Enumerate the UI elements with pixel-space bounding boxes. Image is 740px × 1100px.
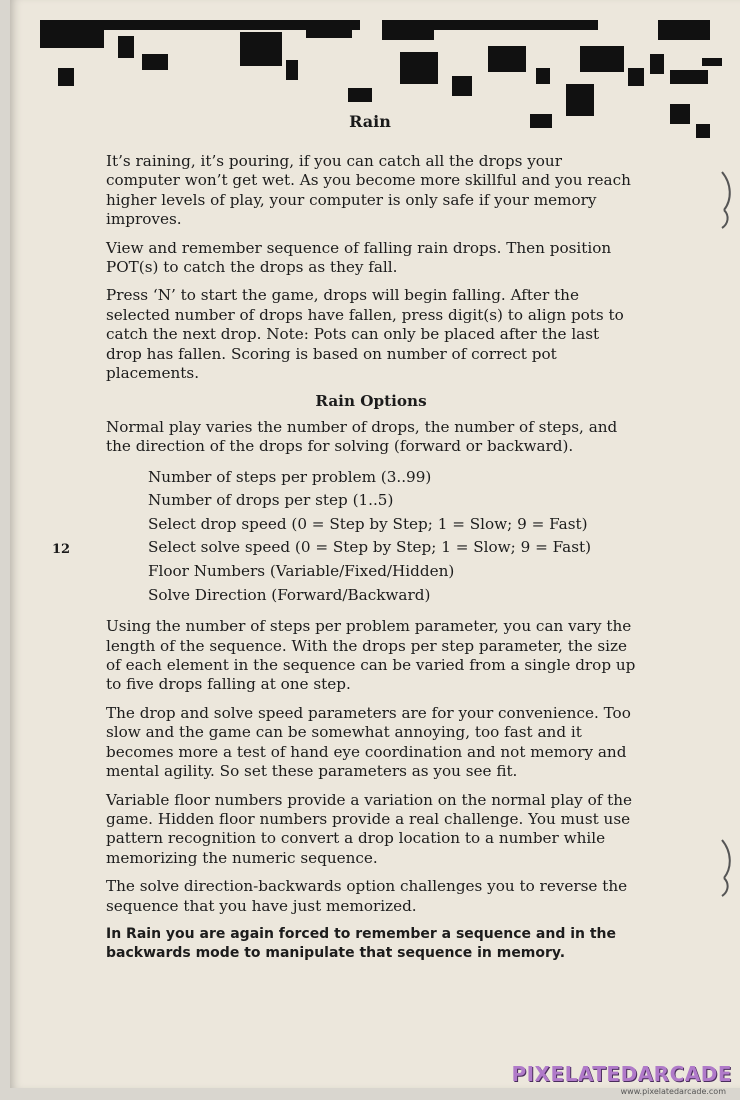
intro-paragraph: It’s raining, it’s pouring, if you can catch all the drops your computer won’t get wet. As you become more skillful and you reach higher levels of play, your computer is only safe if your memory improves. [106, 152, 631, 229]
staple-icon [718, 170, 734, 230]
watermark-logo: PIXELATEDARCADE [511, 1062, 732, 1086]
intro-paragraph: Press ‘N’ to start the game, drops will begin falling. After the selected number of drops have fallen, press digit(s) to align pots to catch the next drop. Note: Pots can only be placed after the last drop has fallen. Scoring is based on number of correct pot placements. [106, 286, 624, 383]
watermark-url: www.pixelatedarcade.com [620, 1087, 726, 1096]
option-item: Select solve speed (0 = Step by Step; 1 = Slow; 9 = Fast) [148, 538, 592, 557]
options-intro: Normal play varies the number of drops, the number of steps, and the direction of the drops for solving (forward or backward). [106, 417, 618, 456]
manual-content [106, 152, 636, 972]
page-title: Rain [349, 112, 391, 131]
body-paragraph: The solve direction-backwards option challenges you to reverse the sequence that you have just memorized. [106, 877, 628, 915]
body-paragraph: Variable floor numbers provide a variation on the normal play of the game. Hidden floor numbers provide a real challenge. You must use pattern recognition to convert a drop location to a number while memorizing the numeric sequence. [106, 790, 633, 867]
body-paragraph: The drop and solve speed parameters are for your convenience. Too slow and the game can be somewhat annoying, too fast and it becomes more a test of hand eye coordination and not memory and mental agility. So set these parameters as you see fit. [106, 703, 631, 781]
option-item: Solve Direction (Forward/Backward) [148, 585, 431, 604]
page-number: 12 [52, 542, 71, 557]
body-paragraph: Using the number of steps per problem parameter, you can vary the length of the sequence. With the drops per step parameter, the size of each element in the sequence can be varied from a single drop up to five drops falling at one step. [106, 617, 636, 694]
option-item: Number of drops per step (1..5) [148, 491, 394, 510]
options-list [148, 466, 636, 608]
option-item: Floor Numbers (Variable/Fixed/Hidden) [148, 562, 455, 581]
options-heading: Rain Options [315, 392, 427, 411]
closing-statement: In Rain you are again forced to remember a sequence and in the backwards mode to manipulate that sequence in memory. [106, 925, 617, 961]
intro-paragraph: View and remember sequence of falling rain drops. Then position POT(s) to catch the drops as they fall. [106, 238, 612, 277]
staple-icon [718, 838, 734, 898]
option-item: Number of steps per problem (3..99) [148, 467, 432, 486]
option-item: Select drop speed (0 = Step by Step; 1 = Slow; 9 = Fast) [148, 514, 588, 533]
